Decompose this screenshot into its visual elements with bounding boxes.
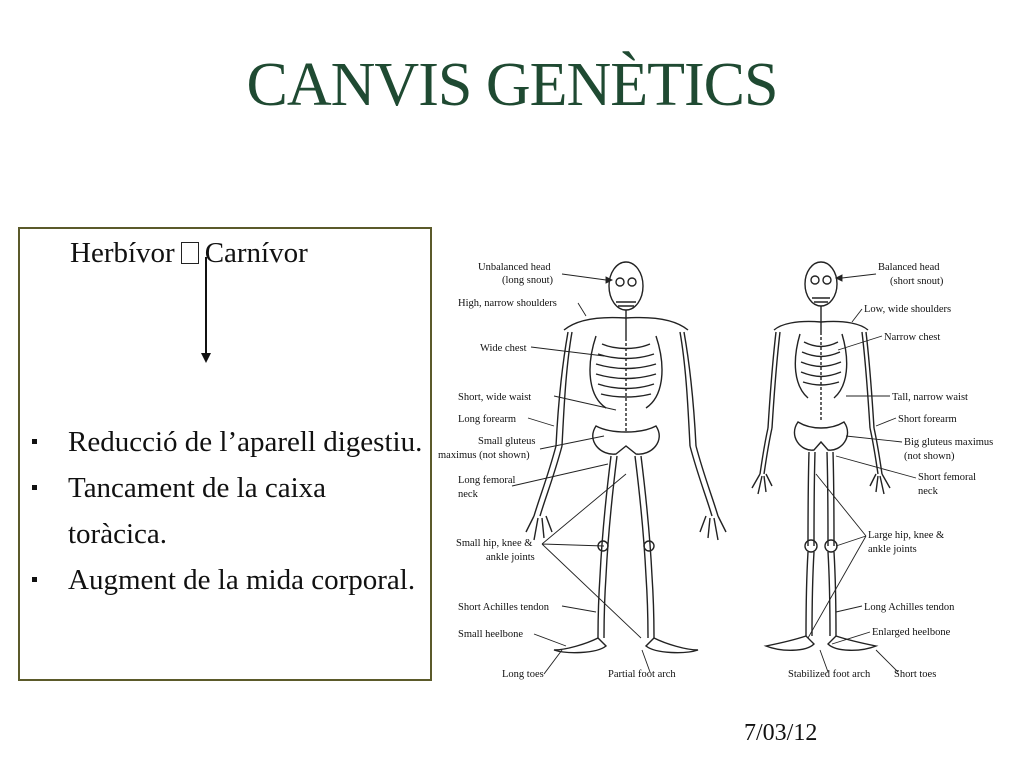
label-narrow-chest: Narrow chest bbox=[884, 332, 941, 343]
down-arrow-icon bbox=[20, 229, 434, 379]
label-small-heelbone: Small heelbone bbox=[458, 629, 524, 640]
label-small-gluteus: Small gluteus bbox=[478, 436, 536, 447]
ape-labels bbox=[438, 262, 676, 680]
label-small-joints: Small hip, knee & bbox=[456, 538, 533, 549]
label-femoral-neck-r: neck bbox=[918, 486, 938, 497]
label-short-achilles: Short Achilles tendon bbox=[458, 602, 549, 613]
label-gluteus-not-shown-r: (not shown) bbox=[904, 451, 955, 462]
ape-skeleton bbox=[526, 262, 726, 653]
label-long-achilles: Long Achilles tendon bbox=[864, 602, 955, 613]
bullet-item: Reducció de l’aparell digestiu. bbox=[30, 419, 430, 465]
label-enlarged-heelbone: Enlarged heelbone bbox=[872, 627, 951, 638]
label-tall-waist: Tall, narrow waist bbox=[892, 392, 968, 403]
label-big-gluteus: Big gluteus maximus bbox=[904, 437, 994, 448]
slide-date: 7/03/12 bbox=[744, 720, 818, 746]
label-ankle-joints: ankle joints bbox=[486, 552, 535, 563]
label-large-joints: Large hip, knee & bbox=[868, 530, 945, 541]
label-low-shoulders: Low, wide shoulders bbox=[864, 304, 952, 315]
label-partial-arch: Partial foot arch bbox=[608, 669, 676, 680]
label-ankle-joints-r: ankle joints bbox=[868, 544, 917, 555]
slide-title: CANVIS GENÈTICS bbox=[246, 51, 778, 119]
ape-leader-lines bbox=[512, 274, 650, 674]
bullet-item: Augment de la mida corporal. bbox=[30, 557, 430, 603]
label-short-femoral: Short femoral bbox=[918, 472, 977, 483]
label-femoral-neck: neck bbox=[458, 489, 478, 500]
label-unbalanced-head: Unbalanced head bbox=[478, 262, 551, 273]
carnivore-label: Carnívor bbox=[204, 237, 308, 269]
human-skeleton bbox=[752, 262, 890, 650]
bullet-list bbox=[30, 419, 430, 603]
label-gluteus-not-shown: maximus (not shown) bbox=[438, 450, 530, 461]
text-box bbox=[18, 227, 432, 681]
skeleton-comparison-diagram bbox=[436, 246, 996, 696]
label-short-forearm: Short forearm bbox=[898, 414, 957, 425]
bullet-item: Tancament de la caixa toràcica. bbox=[30, 465, 430, 557]
label-high-shoulders: High, narrow shoulders bbox=[458, 298, 557, 309]
label-long-forearm: Long forearm bbox=[458, 414, 517, 425]
label-short-toes: Short toes bbox=[894, 669, 937, 680]
label-long-toes: Long toes bbox=[502, 669, 544, 680]
herbivore-label: Herbívor bbox=[70, 237, 175, 269]
label-balanced-head: Balanced head bbox=[878, 262, 940, 273]
label-short-waist: Short, wide waist bbox=[458, 392, 532, 403]
label-short-snout: (short snout) bbox=[890, 276, 944, 287]
label-wide-chest: Wide chest bbox=[480, 343, 527, 354]
label-stabilized-arch: Stabilized foot arch bbox=[788, 669, 871, 680]
label-long-femoral: Long femoral bbox=[458, 475, 516, 486]
label-long-snout: (long snout) bbox=[502, 275, 554, 286]
